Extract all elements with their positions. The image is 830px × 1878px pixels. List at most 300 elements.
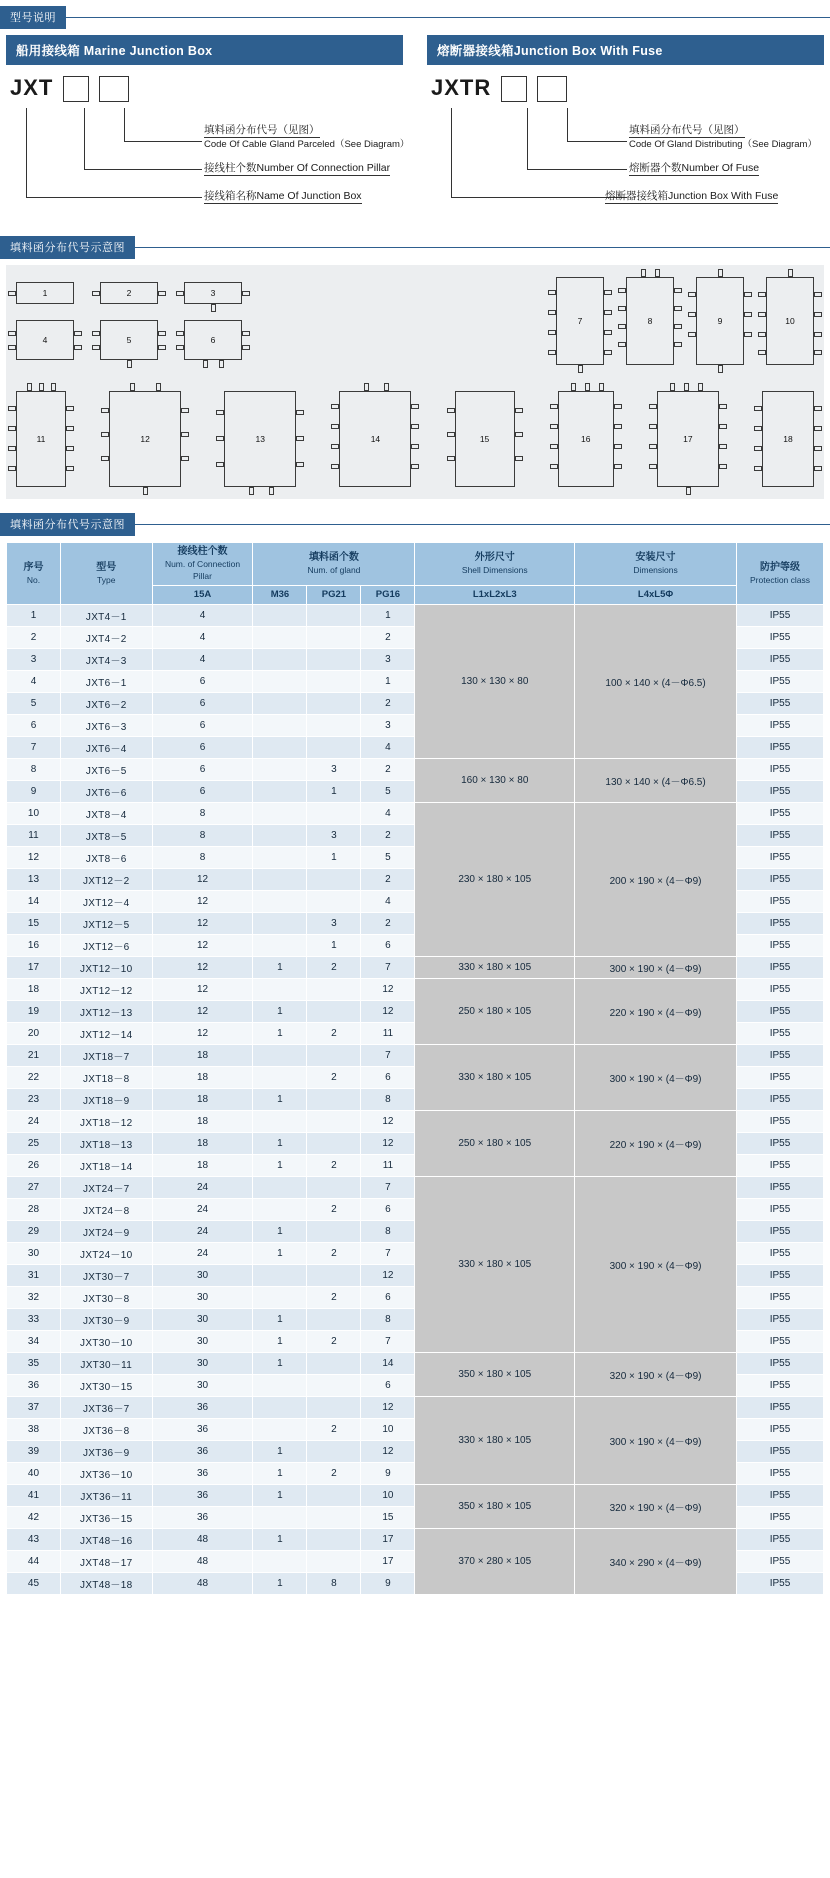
cell-pg21: 2 — [307, 1331, 361, 1353]
cell-pg21: 2 — [307, 1199, 361, 1221]
leader-lines-marine — [6, 106, 410, 226]
diagram-box-17: 17 — [657, 391, 719, 487]
gland-mark — [814, 406, 822, 411]
cell-shell-dimensions: 330 × 180 × 105 — [415, 1177, 575, 1353]
cell-no: 14 — [7, 891, 61, 913]
cell-pillar: 12 — [152, 1023, 253, 1045]
gland-mark — [550, 424, 558, 429]
gland-mark — [211, 304, 216, 312]
gland-mark — [655, 269, 660, 277]
cell-pillar: 36 — [152, 1419, 253, 1441]
gland-mark — [242, 345, 250, 350]
gland-mark — [718, 269, 723, 277]
cell-pg21 — [307, 1265, 361, 1287]
gland-mark — [296, 462, 304, 467]
cell-m36 — [253, 781, 307, 803]
cell-mounting-dimensions: 340 × 290 × (4－Φ9) — [575, 1529, 737, 1595]
gland-mark — [242, 291, 250, 296]
cell-pg16: 7 — [361, 957, 415, 979]
cell-pillar: 18 — [152, 1155, 253, 1177]
gland-mark — [331, 464, 339, 469]
cell-no: 30 — [7, 1243, 61, 1265]
th-gland-pg16: PG16 — [361, 586, 415, 605]
cell-m36: 1 — [253, 1441, 307, 1463]
cell-m36 — [253, 759, 307, 781]
cell-type: JXT6－3 — [60, 715, 152, 737]
cell-protection-class: IP55 — [737, 627, 824, 649]
cell-pg16: 6 — [361, 1375, 415, 1397]
cell-shell-dimensions: 330 × 180 × 105 — [415, 1397, 575, 1485]
gland-mark — [578, 365, 583, 373]
gland-mark — [814, 312, 822, 317]
cell-protection-class: IP55 — [737, 1309, 824, 1331]
diagram-box-18: 18 — [762, 391, 814, 487]
gland-mark — [604, 350, 612, 355]
gland-mark — [384, 383, 389, 391]
table-row — [7, 1045, 824, 1067]
gland-mark — [27, 383, 32, 391]
cell-pg21 — [307, 1001, 361, 1023]
cell-pg21: 2 — [307, 1419, 361, 1441]
cell-pg21 — [307, 1397, 361, 1419]
cell-protection-class: IP55 — [737, 1111, 824, 1133]
gland-mark — [585, 383, 590, 391]
th-shell-dims: L1xL2xL3 — [415, 586, 575, 605]
cell-shell-dimensions: 330 × 180 × 105 — [415, 1045, 575, 1111]
cell-protection-class: IP55 — [737, 957, 824, 979]
cell-no: 37 — [7, 1397, 61, 1419]
cell-pillar: 48 — [152, 1529, 253, 1551]
cell-pg16: 12 — [361, 979, 415, 1001]
gland-mark — [719, 444, 727, 449]
specification-table — [6, 542, 824, 1595]
cell-mounting-dimensions: 300 × 190 × (4－Φ9) — [575, 1177, 737, 1353]
section-rule — [66, 17, 830, 18]
gland-mark — [176, 291, 184, 296]
gland-mark — [8, 331, 16, 336]
cell-pg16: 7 — [361, 1331, 415, 1353]
gland-mark — [515, 432, 523, 437]
cell-shell-dimensions: 160 × 130 × 80 — [415, 759, 575, 803]
model-body-marine — [6, 65, 410, 230]
cell-pg16: 15 — [361, 1507, 415, 1529]
gland-mark — [158, 331, 166, 336]
model-description-block — [0, 35, 830, 230]
diagram-box-2: 2 — [100, 282, 158, 304]
cell-no: 6 — [7, 715, 61, 737]
cell-no: 31 — [7, 1265, 61, 1287]
th-mount-dims: L4xL5Φ — [575, 586, 737, 605]
label-gland-code: 填料函分布代号（见图） — [204, 124, 320, 136]
code-row-marine — [6, 75, 403, 102]
cell-pillar: 12 — [152, 869, 253, 891]
cell-pg16: 6 — [361, 935, 415, 957]
cell-pg21: 1 — [307, 847, 361, 869]
cell-pg21: 2 — [307, 1155, 361, 1177]
cell-pg21 — [307, 1529, 361, 1551]
cell-protection-class: IP55 — [737, 605, 824, 627]
cell-no: 19 — [7, 1001, 61, 1023]
gland-mark — [66, 446, 74, 451]
label-fuse-box-name: 熔断器接线箱Junction Box With Fuse — [605, 190, 779, 202]
cell-protection-class: IP55 — [737, 913, 824, 935]
section-title-gland-diagram: 填料函分布代号示意图 — [0, 236, 135, 259]
cell-no: 40 — [7, 1463, 61, 1485]
cell-type: JXT4－3 — [60, 649, 152, 671]
cell-shell-dimensions: 230 × 180 × 105 — [415, 803, 575, 957]
cell-no: 8 — [7, 759, 61, 781]
cell-m36 — [253, 1551, 307, 1573]
gland-mark — [411, 404, 419, 409]
cell-m36: 1 — [253, 957, 307, 979]
cell-pg16: 10 — [361, 1485, 415, 1507]
cell-pg21: 3 — [307, 759, 361, 781]
cell-pg21 — [307, 869, 361, 891]
cell-pg16: 6 — [361, 1287, 415, 1309]
th-pillar-15a: 15A — [152, 586, 253, 605]
cell-type: JXT4－2 — [60, 627, 152, 649]
cell-m36: 1 — [253, 1155, 307, 1177]
cell-type: JXT6－6 — [60, 781, 152, 803]
cell-type: JXT24－10 — [60, 1243, 152, 1265]
gland-mark — [788, 269, 793, 277]
cell-mounting-dimensions: 300 × 190 × (4－Φ9) — [575, 1397, 737, 1485]
diagram-row-1 — [16, 277, 814, 365]
cell-pg16: 2 — [361, 825, 415, 847]
cell-pg16: 12 — [361, 1133, 415, 1155]
cell-m36 — [253, 1507, 307, 1529]
cell-pillar: 4 — [152, 649, 253, 671]
cell-protection-class: IP55 — [737, 759, 824, 781]
leader-fuse-box-name — [451, 108, 627, 198]
cell-pg16: 7 — [361, 1243, 415, 1265]
diagram-box-12: 12 — [109, 391, 181, 487]
gland-mark — [39, 383, 44, 391]
cell-type: JXT36－11 — [60, 1485, 152, 1507]
diagram-box-5: 5 — [100, 320, 158, 360]
code-prefix-jxtr: JXTR — [431, 75, 492, 100]
gland-mark — [101, 456, 109, 461]
diagram-box-13: 13 — [224, 391, 296, 487]
table-row — [7, 1529, 824, 1551]
cell-protection-class: IP55 — [737, 1221, 824, 1243]
table-row — [7, 803, 824, 825]
gland-mark — [331, 404, 339, 409]
gland-mark — [674, 288, 682, 293]
diagram-box-6: 6 — [184, 320, 242, 360]
cell-protection-class: IP55 — [737, 1353, 824, 1375]
cell-no: 28 — [7, 1199, 61, 1221]
code-row-fuse — [427, 75, 824, 102]
cell-type: JXT18－7 — [60, 1045, 152, 1067]
cell-type: JXT12－13 — [60, 1001, 152, 1023]
cell-no: 21 — [7, 1045, 61, 1067]
cell-no: 20 — [7, 1023, 61, 1045]
cell-m36 — [253, 627, 307, 649]
cell-m36: 1 — [253, 1485, 307, 1507]
cell-protection-class: IP55 — [737, 693, 824, 715]
cell-mounting-dimensions: 320 × 190 × (4－Φ9) — [575, 1485, 737, 1529]
diagram-box-15: 15 — [455, 391, 515, 487]
gland-mark — [618, 306, 626, 311]
cell-protection-class: IP55 — [737, 671, 824, 693]
cell-pillar: 4 — [152, 605, 253, 627]
gland-mark — [242, 331, 250, 336]
gland-mark — [614, 464, 622, 469]
gland-mark — [758, 312, 766, 317]
gland-mark — [686, 487, 691, 495]
cell-shell-dimensions: 350 × 180 × 105 — [415, 1485, 575, 1529]
cell-pg16: 6 — [361, 1067, 415, 1089]
diagram-box-11: 11 — [16, 391, 66, 487]
gland-mark — [649, 404, 657, 409]
gland-mark — [447, 456, 455, 461]
cell-shell-dimensions: 370 × 280 × 105 — [415, 1529, 575, 1595]
cell-no: 41 — [7, 1485, 61, 1507]
cell-no: 18 — [7, 979, 61, 1001]
gland-mark — [814, 446, 822, 451]
cell-m36 — [253, 1199, 307, 1221]
cell-pg21: 1 — [307, 935, 361, 957]
gland-mark — [674, 342, 682, 347]
cell-protection-class: IP55 — [737, 1551, 824, 1573]
gland-mark — [181, 432, 189, 437]
cell-protection-class: IP55 — [737, 1419, 824, 1441]
table-head — [7, 543, 824, 605]
diagram-box-16: 16 — [558, 391, 614, 487]
cell-shell-dimensions: 330 × 180 × 105 — [415, 957, 575, 979]
cell-no: 33 — [7, 1309, 61, 1331]
cell-pg21 — [307, 1441, 361, 1463]
cell-no: 43 — [7, 1529, 61, 1551]
cell-pg21 — [307, 1133, 361, 1155]
cell-pillar: 30 — [152, 1331, 253, 1353]
cell-type: JXT30－7 — [60, 1265, 152, 1287]
cell-pillar: 6 — [152, 715, 253, 737]
cell-no: 1 — [7, 605, 61, 627]
cell-type: JXT6－5 — [60, 759, 152, 781]
cell-no: 3 — [7, 649, 61, 671]
cell-protection-class: IP55 — [737, 649, 824, 671]
cell-pillar: 12 — [152, 891, 253, 913]
cell-pillar: 8 — [152, 803, 253, 825]
cell-pg16: 7 — [361, 1177, 415, 1199]
gland-mark — [688, 312, 696, 317]
gland-mark — [515, 456, 523, 461]
cell-shell-dimensions: 130 × 130 × 80 — [415, 605, 575, 759]
cell-type: JXT36－9 — [60, 1441, 152, 1463]
cell-pg21 — [307, 671, 361, 693]
model-body-fuse — [427, 65, 824, 230]
label-gland-distributing-en: Code Of Gland Distributing（See Diagram） — [629, 139, 817, 150]
cell-pg16: 2 — [361, 913, 415, 935]
cell-protection-class: IP55 — [737, 979, 824, 1001]
gland-mark — [718, 365, 723, 373]
cell-protection-class: IP55 — [737, 1287, 824, 1309]
cell-pg21: 2 — [307, 957, 361, 979]
th-gland-pg21: PG21 — [307, 586, 361, 605]
cell-pillar: 24 — [152, 1177, 253, 1199]
section-header-gland-diagram — [0, 236, 830, 259]
table-row — [7, 759, 824, 781]
cell-no: 34 — [7, 1331, 61, 1353]
gland-mark — [674, 306, 682, 311]
cell-m36 — [253, 671, 307, 693]
cell-pg16: 2 — [361, 693, 415, 715]
cell-m36: 1 — [253, 1331, 307, 1353]
gland-mark — [101, 432, 109, 437]
cell-type: JXT24－9 — [60, 1221, 152, 1243]
code-prefix-jxt: JXT — [10, 75, 54, 100]
gland-mark — [331, 444, 339, 449]
th-no: 序号 No. — [7, 543, 61, 605]
cell-no: 29 — [7, 1221, 61, 1243]
gland-mark — [158, 291, 166, 296]
cell-m36: 1 — [253, 1133, 307, 1155]
cell-m36: 1 — [253, 1221, 307, 1243]
cell-pillar: 30 — [152, 1375, 253, 1397]
cell-m36 — [253, 1419, 307, 1441]
cell-type: JXT12－4 — [60, 891, 152, 913]
cell-m36 — [253, 605, 307, 627]
cell-m36 — [253, 1177, 307, 1199]
cell-no: 9 — [7, 781, 61, 803]
cell-type: JXT18－8 — [60, 1067, 152, 1089]
th-type: 型号 Type — [60, 543, 152, 605]
gland-mark — [814, 350, 822, 355]
cell-type: JXT30－10 — [60, 1331, 152, 1353]
gland-mark — [548, 330, 556, 335]
cell-pillar: 6 — [152, 781, 253, 803]
cell-m36: 1 — [253, 1353, 307, 1375]
gland-mark — [130, 383, 135, 391]
cell-type: JXT48－18 — [60, 1573, 152, 1595]
cell-m36 — [253, 869, 307, 891]
code-box-3 — [501, 76, 527, 102]
cell-pillar: 8 — [152, 825, 253, 847]
cell-m36: 1 — [253, 1023, 307, 1045]
cell-type: JXT12－12 — [60, 979, 152, 1001]
cell-type: JXT30－8 — [60, 1287, 152, 1309]
cell-pg16: 4 — [361, 737, 415, 759]
cell-pg16: 8 — [361, 1309, 415, 1331]
cell-m36 — [253, 825, 307, 847]
cell-type: JXT18－13 — [60, 1133, 152, 1155]
cell-pg16: 12 — [361, 1111, 415, 1133]
cell-protection-class: IP55 — [737, 803, 824, 825]
cell-no: 4 — [7, 671, 61, 693]
cell-type: JXT18－9 — [60, 1089, 152, 1111]
cell-m36 — [253, 891, 307, 913]
cell-protection-class: IP55 — [737, 1573, 824, 1595]
gland-mark — [156, 383, 161, 391]
cell-pillar: 36 — [152, 1485, 253, 1507]
cell-pillar: 18 — [152, 1089, 253, 1111]
cell-pg16: 2 — [361, 627, 415, 649]
gland-mark — [719, 424, 727, 429]
gland-mark — [92, 331, 100, 336]
cell-pg21 — [307, 1507, 361, 1529]
gland-mark — [296, 410, 304, 415]
cell-pg16: 5 — [361, 847, 415, 869]
section-header-model-desc — [0, 6, 830, 29]
gland-mark — [614, 404, 622, 409]
cell-mounting-dimensions: 300 × 190 × (4－Φ9) — [575, 957, 737, 979]
table-row — [7, 957, 824, 979]
cell-m36: 1 — [253, 1001, 307, 1023]
cell-m36: 1 — [253, 1309, 307, 1331]
cell-no: 7 — [7, 737, 61, 759]
cell-type: JXT36－15 — [60, 1507, 152, 1529]
cell-pg21 — [307, 803, 361, 825]
cell-no: 27 — [7, 1177, 61, 1199]
cell-type: JXT12－2 — [60, 869, 152, 891]
gland-mark — [571, 383, 576, 391]
cell-protection-class: IP55 — [737, 1507, 824, 1529]
cell-m36 — [253, 1045, 307, 1067]
cell-pg16: 1 — [361, 671, 415, 693]
gland-mark — [8, 466, 16, 471]
cell-protection-class: IP55 — [737, 1375, 824, 1397]
cell-type: JXT18－12 — [60, 1111, 152, 1133]
leader-lines-fuse — [427, 106, 824, 226]
cell-type: JXT36－10 — [60, 1463, 152, 1485]
gland-mark — [754, 406, 762, 411]
cell-protection-class: IP55 — [737, 1067, 824, 1089]
gland-mark — [74, 331, 82, 336]
cell-no: 36 — [7, 1375, 61, 1397]
cell-pg21 — [307, 1551, 361, 1573]
gland-mark — [688, 292, 696, 297]
th-pillar: 接线柱个数 Num. of Connection Pillar — [152, 543, 253, 586]
cell-pg16: 12 — [361, 1265, 415, 1287]
gland-mark — [814, 332, 822, 337]
cell-protection-class: IP55 — [737, 847, 824, 869]
gland-mark — [331, 424, 339, 429]
cell-protection-class: IP55 — [737, 1441, 824, 1463]
cell-no: 26 — [7, 1155, 61, 1177]
cell-pillar: 12 — [152, 1001, 253, 1023]
cell-no: 10 — [7, 803, 61, 825]
gland-mark — [411, 464, 419, 469]
cell-no: 2 — [7, 627, 61, 649]
cell-pg21 — [307, 891, 361, 913]
cell-pg21 — [307, 605, 361, 627]
section-rule-3 — [135, 524, 830, 525]
cell-protection-class: IP55 — [737, 935, 824, 957]
cell-pillar: 6 — [152, 693, 253, 715]
table-row — [7, 1397, 824, 1419]
cell-m36 — [253, 649, 307, 671]
gland-mark — [127, 360, 132, 368]
cell-m36 — [253, 1397, 307, 1419]
cell-pg21: 2 — [307, 1067, 361, 1089]
cell-type: JXT18－14 — [60, 1155, 152, 1177]
th-mount: 安装尺寸 Dimensions — [575, 543, 737, 586]
model-col-fuse — [427, 35, 824, 230]
gland-mark — [176, 345, 184, 350]
gland-mark — [550, 404, 558, 409]
cell-type: JXT30－11 — [60, 1353, 152, 1375]
cell-pillar: 30 — [152, 1265, 253, 1287]
cell-pg21 — [307, 649, 361, 671]
code-box-2 — [99, 76, 129, 102]
gland-mark — [599, 383, 604, 391]
th-gland-m36: M36 — [253, 586, 307, 605]
diagram-row-2 — [16, 391, 814, 487]
cell-pg16: 2 — [361, 869, 415, 891]
cell-type: JXT36－7 — [60, 1397, 152, 1419]
